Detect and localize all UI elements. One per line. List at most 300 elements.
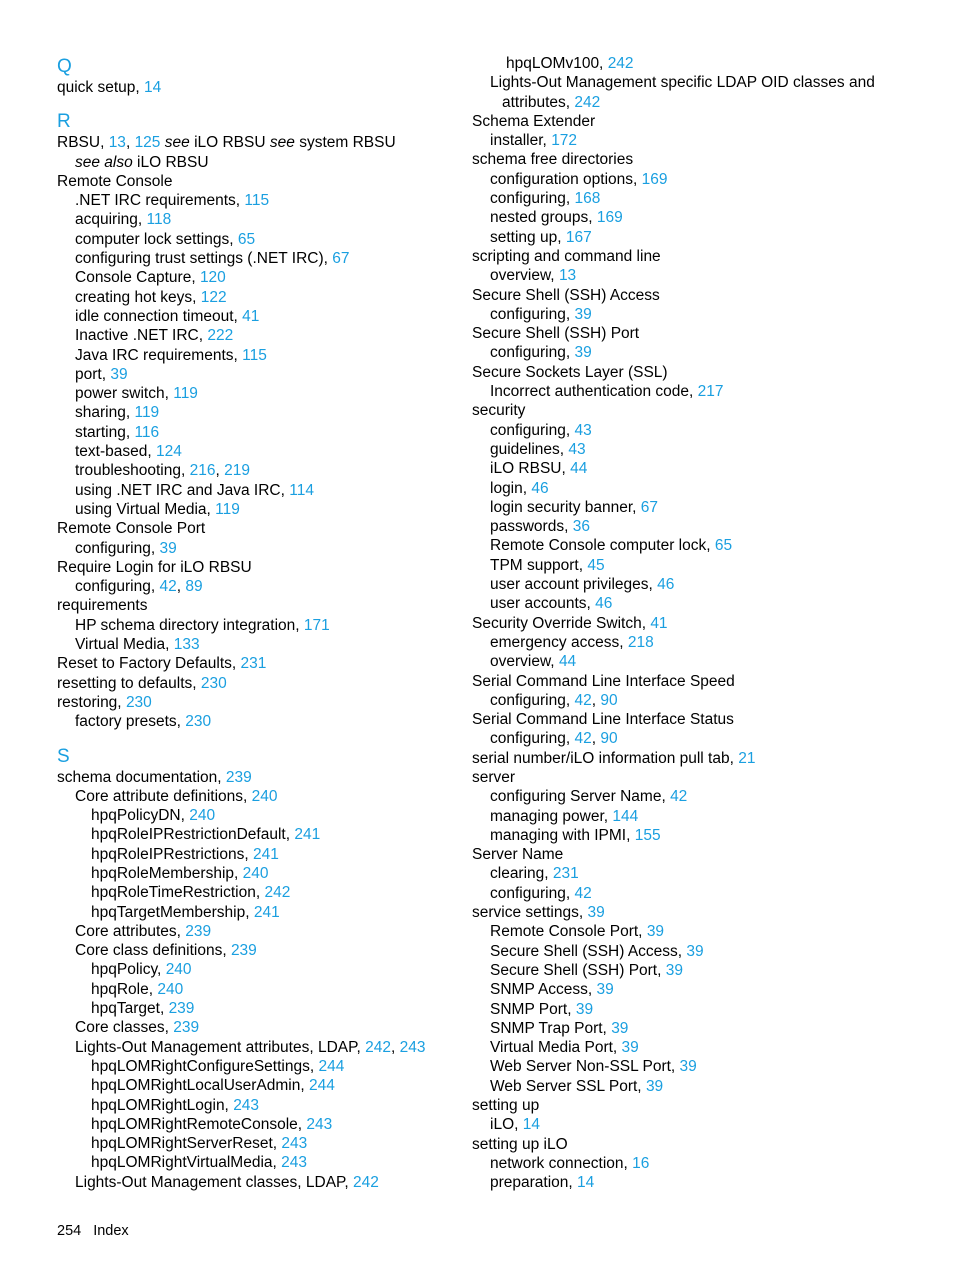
page-link[interactable]: 230 [200, 674, 227, 692]
page-link[interactable]: 41 [650, 614, 668, 632]
page-link[interactable]: 46 [657, 576, 675, 594]
index-entry [57, 864, 452, 883]
page-link[interactable]: 119 [215, 500, 240, 518]
entry-term: configuration options, [490, 170, 638, 188]
entry-term: .NET IRC requirements, [75, 192, 241, 210]
index-entry [472, 324, 912, 343]
entry-term: hpqRoleMembership, [91, 864, 239, 882]
entry-term: port, [75, 365, 107, 383]
page-link[interactable]: 231 [552, 865, 579, 883]
index-entry [57, 1096, 452, 1115]
index-entry [472, 112, 912, 131]
entry-term: serial number/iLO information pull tab, [472, 749, 734, 767]
index-entry [472, 459, 912, 478]
page-link[interactable]: 115 [244, 192, 270, 210]
index-entry [57, 288, 452, 307]
index-entry [57, 712, 452, 731]
page-link[interactable]: 39 [574, 305, 592, 323]
page-link[interactable]: 169 [596, 209, 623, 227]
entry-term: power switch, [75, 385, 169, 403]
entry-term: Secure Shell (SSH) Access [472, 286, 660, 304]
footer-page-number: 254 [57, 1223, 82, 1239]
entry-term: Virtual Media Port, [490, 1039, 618, 1057]
index-entry [57, 210, 452, 229]
page-link[interactable]: 144 [612, 807, 639, 825]
page-link[interactable]: 90 [600, 730, 618, 748]
entry-term: configuring, [490, 344, 571, 362]
entry-term: scripting and command line [472, 247, 661, 265]
index-entry [472, 710, 912, 729]
page-link[interactable]: 168 [574, 190, 601, 208]
index-entry [472, 208, 912, 227]
index-entry [472, 845, 912, 864]
index-entry [472, 1019, 912, 1038]
entry-term: managing with IPMI, [490, 826, 631, 844]
entry-term: Inactive .NET IRC, [75, 327, 204, 345]
index-entry [472, 536, 912, 555]
index-entry [57, 365, 452, 384]
index-letter-heading: Q [57, 56, 72, 77]
page-link[interactable]: 45 [587, 556, 605, 574]
index-entry [57, 153, 452, 172]
page-link[interactable]: 42 [670, 788, 688, 806]
index-entry [472, 189, 912, 208]
entry-term: Secure Shell (SSH) Access, [490, 942, 683, 960]
page-link[interactable]: 39 [596, 981, 614, 999]
entry-term: Core attributes, [75, 922, 181, 940]
index-entry [472, 1154, 912, 1173]
page-link[interactable]: 119 [173, 385, 198, 403]
entry-term: text-based, [75, 443, 152, 461]
page-link[interactable]: 14 [577, 1174, 595, 1192]
page-link[interactable]: 243 [281, 1135, 308, 1153]
index-entry [472, 131, 912, 150]
page-link[interactable]: 39 [611, 1019, 629, 1037]
entry-term: hpqRole, [91, 980, 154, 998]
page-link[interactable]: 219 [224, 462, 250, 480]
entry-term: hpqLOMRightRemoteConsole, [91, 1115, 303, 1133]
entry-term: configuring, [75, 578, 156, 596]
see-target: system RBSU [299, 134, 396, 152]
entry-term: setting up [472, 1097, 540, 1115]
index-entry [57, 941, 452, 960]
entry-term: configuring, [75, 539, 156, 557]
entry-term: Security Override Switch, [472, 614, 646, 632]
page-link[interactable]: 240 [251, 787, 278, 805]
page-link[interactable]: 46 [595, 595, 613, 613]
entry-term: emergency access, [490, 633, 624, 651]
page-link[interactable]: 244 [318, 1057, 345, 1075]
page-link[interactable]: 217 [697, 383, 724, 401]
index-entry [472, 93, 912, 112]
page-link[interactable]: 243 [306, 1115, 333, 1133]
index-entry [57, 172, 452, 191]
page-link[interactable]: 13 [558, 267, 577, 285]
page-link[interactable]: 125 [134, 134, 161, 152]
entry-term: hpqPolicy, [91, 961, 162, 979]
entry-term: TPM support, [490, 556, 584, 574]
page-link[interactable]: 118 [146, 211, 172, 229]
index-entry [57, 384, 452, 403]
entry-term: overview, [490, 267, 555, 285]
entry-term: network connection, [490, 1154, 628, 1172]
index-entry [57, 1076, 452, 1095]
page-link[interactable]: 65 [237, 230, 256, 248]
entry-term: setting up iLO [472, 1135, 568, 1153]
index-entry [472, 614, 912, 633]
page-link[interactable]: 222 [207, 327, 234, 345]
page-link[interactable]: 90 [600, 691, 618, 709]
index-entry [472, 343, 912, 362]
page-link[interactable]: 13 [108, 134, 126, 152]
index-entry [472, 1173, 912, 1192]
entry-term: Lights-Out Management specific LDAP OID classes and [490, 74, 875, 92]
entry-term: Java IRC requirements, [75, 346, 238, 364]
entry-term: Web Server SSL Port, [490, 1077, 642, 1095]
page-link[interactable]: 230 [185, 713, 212, 731]
page-link[interactable]: 122 [200, 288, 227, 306]
index-entry: configuring, 42, 90 [490, 691, 618, 709]
entry-term: Reset to Factory Defaults, [57, 655, 237, 673]
index-entry [472, 1096, 912, 1115]
index-entry [472, 1115, 912, 1134]
entry-term: SNMP Access, [490, 981, 593, 999]
page-link[interactable]: 240 [165, 961, 192, 979]
entry-term: hpqTargetMembership, [91, 903, 250, 921]
page-link[interactable]: 242 [365, 1038, 391, 1056]
index-entry [57, 787, 452, 806]
index-entry [472, 266, 912, 285]
entry-term: using Virtual Media, [75, 500, 211, 518]
page-link[interactable]: 155 [634, 826, 661, 844]
index-entry [57, 423, 452, 442]
index-entry [57, 845, 452, 864]
entry-term: troubleshooting, [75, 462, 186, 480]
page-link[interactable]: 114 [289, 481, 314, 499]
entry-term: Require Login for iLO RBSU [57, 558, 252, 576]
index-entry: troubleshooting, 216, 219 [75, 462, 250, 480]
page-link[interactable]: 243 [399, 1038, 426, 1056]
index-entry [472, 1057, 912, 1076]
entry-term: nested groups, [490, 209, 593, 227]
entry-term: security [472, 402, 526, 420]
entry-term: requirements [57, 597, 148, 615]
page-link[interactable]: 44 [558, 653, 577, 671]
page-link[interactable]: 133 [173, 636, 200, 654]
index-entry: configuring, 42, 89 [75, 578, 203, 596]
index-entry [57, 346, 452, 365]
page-link[interactable]: 218 [627, 633, 654, 651]
page-link[interactable]: 39 [686, 942, 704, 960]
index-entry [57, 403, 452, 422]
entry-term: Server Name [472, 846, 564, 864]
page-link[interactable]: 172 [551, 132, 578, 150]
entry-term: hpqLOMRightLocalUserAdmin, [91, 1077, 305, 1095]
page-link[interactable]: 42 [574, 691, 592, 709]
entry-term: hpqRoleIPRestrictions, [91, 845, 249, 863]
entry-term: hpqTarget, [91, 1000, 165, 1018]
index-entry [472, 170, 912, 189]
index-entry [57, 481, 452, 500]
page-link[interactable]: 241 [252, 845, 279, 863]
page-link[interactable]: 242 [264, 884, 291, 902]
index-entry [57, 1018, 452, 1037]
index-entry [57, 922, 452, 941]
index-entry: configuring, 42, 90 [490, 730, 618, 748]
index-entry [57, 230, 452, 249]
entry-term: overview, [490, 653, 555, 671]
entry-term: configuring, [490, 730, 571, 748]
index-entry [472, 749, 912, 768]
page-link[interactable]: 242 [607, 55, 634, 72]
index-entry [57, 249, 452, 268]
page-link[interactable]: 231 [240, 655, 267, 673]
page-link[interactable]: 124 [156, 443, 182, 461]
see-label: see [269, 134, 295, 152]
page-link[interactable]: 169 [641, 170, 668, 188]
index-entry [57, 326, 452, 345]
entry-term: Secure Shell (SSH) Port [472, 325, 640, 343]
entry-term: acquiring, [75, 211, 143, 229]
page-link[interactable]: 119 [134, 404, 160, 422]
page-link[interactable]: 243 [281, 1154, 307, 1172]
page-link[interactable]: 16 [632, 1154, 650, 1172]
page-link[interactable]: 240 [242, 864, 269, 882]
entry-term: clearing, [490, 865, 549, 883]
footer-section-title: Index [93, 1223, 129, 1239]
page-link[interactable]: 39 [574, 344, 592, 362]
entry-term: SNMP Trap Port, [490, 1019, 607, 1037]
entry-term: login security banner, [490, 498, 637, 516]
entry-term: RBSU, [57, 134, 105, 152]
entry-term: Remote Console [57, 172, 173, 190]
entry-term: hpqLOMv100, [506, 55, 604, 72]
index-entry [57, 307, 452, 326]
page-link[interactable]: 39 [587, 904, 605, 922]
entry-term: configuring, [490, 190, 571, 208]
entry-term: preparation, [490, 1174, 573, 1192]
entry-term: configuring, [490, 305, 571, 323]
entry-term: managing power, [490, 807, 609, 825]
index-entry [472, 903, 912, 922]
index-entry [472, 787, 912, 806]
page-link[interactable]: 239 [185, 922, 212, 940]
index-entry [472, 479, 912, 498]
index-entry [472, 556, 912, 575]
index-entry [472, 363, 912, 382]
entry-term: hpqLOMRightServerReset, [91, 1135, 278, 1153]
entry-term: factory presets, [75, 713, 181, 731]
index-entry [57, 1134, 452, 1153]
index-entry [472, 247, 912, 266]
page-link[interactable]: 89 [185, 578, 203, 596]
index-entry [472, 768, 912, 787]
index-entry [472, 440, 912, 459]
page-link[interactable]: 39 [646, 923, 665, 941]
page-link[interactable]: 42 [574, 884, 592, 902]
entry-term: Remote Console Port, [490, 923, 643, 941]
index-entry [57, 806, 452, 825]
entry-term: user accounts, [490, 595, 591, 613]
entry-term: guidelines, [490, 440, 565, 458]
page-link[interactable]: 14 [522, 1116, 540, 1134]
entry-term: computer lock settings, [75, 230, 234, 248]
page-link[interactable]: 39 [645, 1077, 664, 1095]
page-link[interactable]: 21 [738, 749, 756, 767]
entry-term: hpqRoleTimeRestriction, [91, 884, 261, 902]
index-entry [472, 228, 912, 247]
see-also-target: iLO RBSU [137, 153, 209, 171]
index-entry [472, 421, 912, 440]
page-link[interactable]: 240 [157, 980, 184, 998]
page-link[interactable]: 39 [159, 539, 177, 557]
page-footer [57, 1223, 129, 1239]
index-entry [57, 883, 452, 902]
entry-term: restoring, [57, 693, 122, 711]
page-link[interactable]: 43 [574, 421, 592, 439]
index-entry [57, 519, 452, 538]
page-link[interactable]: 39 [110, 365, 128, 383]
entry-term: Core class definitions, [75, 942, 227, 960]
entry-term: hpqLOMRightLogin, [91, 1096, 229, 1114]
page-link[interactable]: 44 [570, 460, 588, 478]
entry-term: sharing, [75, 404, 131, 422]
index-column-left [57, 54, 452, 1192]
entry-term: Core attribute definitions, [75, 787, 248, 805]
index-entry [472, 884, 912, 903]
page-link[interactable]: 239 [168, 1000, 195, 1018]
index-entry [472, 305, 912, 324]
index-entry [57, 268, 452, 287]
entry-term: iLO, [490, 1116, 519, 1134]
index-entry [472, 942, 912, 961]
index-entry [57, 825, 452, 844]
index-entry [57, 596, 452, 615]
entry-term: HP schema directory integration, [75, 616, 300, 634]
page-link[interactable]: 67 [640, 498, 659, 516]
see-label: see [164, 134, 190, 152]
page-link[interactable]: 115 [242, 346, 267, 364]
entry-term: resetting to defaults, [57, 674, 197, 692]
page-link[interactable]: 36 [572, 518, 590, 536]
index-entry [57, 500, 452, 519]
entry-term: user account privileges, [490, 576, 653, 594]
index-entry [472, 286, 912, 305]
index-entry [57, 903, 452, 922]
entry-term: Serial Command Line Interface Speed [472, 672, 735, 690]
index-entry [472, 672, 912, 691]
index-entry [57, 558, 452, 577]
page-link[interactable]: 243 [233, 1096, 260, 1114]
entry-term: Lights-Out Management attributes, LDAP, [75, 1038, 361, 1056]
page-link[interactable]: 239 [230, 942, 257, 960]
page-link[interactable]: 39 [621, 1039, 639, 1057]
index-entry [57, 539, 452, 558]
page-link[interactable]: 67 [332, 250, 350, 268]
index-entry [472, 73, 912, 92]
entry-term: using .NET IRC and Java IRC, [75, 481, 285, 499]
page-link[interactable]: 14 [144, 79, 162, 96]
page-link[interactable]: 239 [173, 1019, 200, 1037]
entry-term: Schema Extender [472, 112, 596, 130]
index-entry [57, 693, 452, 712]
index-entry [472, 633, 912, 652]
page-link[interactable]: 39 [575, 1000, 594, 1018]
entry-term: hpqRoleIPRestrictionDefault, [91, 826, 291, 844]
entry-term: installer, [490, 132, 547, 150]
page-link[interactable]: 244 [308, 1077, 335, 1095]
index-entry [472, 1077, 912, 1096]
entry-term: Core classes, [75, 1019, 169, 1037]
entry-term: idle connection timeout, [75, 307, 238, 325]
index-entry [472, 1000, 912, 1019]
index-entry: Lights-Out Management attributes, LDAP, 242, 243 [75, 1038, 426, 1056]
page-link[interactable]: 167 [565, 228, 592, 246]
entry-term: service settings, [472, 904, 584, 922]
page-link[interactable]: 43 [568, 440, 586, 458]
page-link[interactable]: 241 [294, 826, 321, 844]
entry-term: iLO RBSU, [490, 460, 566, 478]
page-link[interactable]: 65 [714, 537, 733, 555]
page-link[interactable]: 42 [159, 578, 177, 596]
entry-term: configuring Server Name, [490, 788, 666, 806]
index-entry [57, 191, 452, 210]
page-link[interactable]: 42 [574, 730, 592, 748]
entry-term: passwords, [490, 518, 569, 536]
index-letter-heading: R [57, 111, 71, 133]
index-entry [472, 594, 912, 613]
page-link[interactable]: 39 [665, 961, 683, 979]
entry-term: quick setup, [57, 79, 140, 96]
see-target: iLO RBSU [194, 134, 266, 152]
page-link[interactable]: 41 [242, 307, 260, 325]
page-link[interactable]: 116 [134, 423, 160, 441]
index-entry [57, 1153, 452, 1172]
entry-term: creating hot keys, [75, 288, 197, 306]
index-entry [472, 922, 912, 941]
entry-term: Console Capture, [75, 269, 196, 287]
index-entry [57, 635, 452, 654]
entry-term: configuring, [490, 691, 571, 709]
page-link[interactable]: 171 [303, 616, 330, 634]
entry-term: Secure Shell (SSH) Port, [490, 961, 662, 979]
page-link[interactable]: 46 [531, 479, 549, 497]
see-also-label: see also [75, 153, 133, 171]
page-link[interactable]: 239 [225, 768, 252, 786]
page-link[interactable]: 230 [125, 693, 152, 711]
page-link[interactable]: 39 [679, 1058, 697, 1076]
page-link[interactable]: 242 [353, 1173, 379, 1191]
index-entry [57, 960, 452, 979]
entry-term: Secure Sockets Layer (SSL) [472, 363, 668, 381]
entry-term: starting, [75, 423, 131, 441]
page-link[interactable]: 216 [189, 462, 216, 480]
page-link[interactable]: 241 [253, 903, 280, 921]
page-link[interactable]: 240 [189, 807, 216, 825]
entry-term: Remote Console computer lock, [490, 537, 711, 555]
entry-term: hpqLOMRightConfigureSettings, [91, 1057, 315, 1075]
entry-term: configuring trust settings (.NET IRC), [75, 250, 328, 268]
index-entry [57, 980, 452, 999]
index-entry: RBSU, 13, 125 see iLO RBSU see system RBSU [57, 134, 396, 152]
index-entry [472, 498, 912, 517]
index-entry [472, 54, 912, 73]
entry-term: Incorrect authentication code, [490, 383, 694, 401]
page-link[interactable]: 242 [574, 93, 601, 111]
index-entry [57, 1173, 452, 1192]
page-link[interactable]: 120 [199, 269, 226, 287]
entry-term: Virtual Media, [75, 636, 170, 654]
